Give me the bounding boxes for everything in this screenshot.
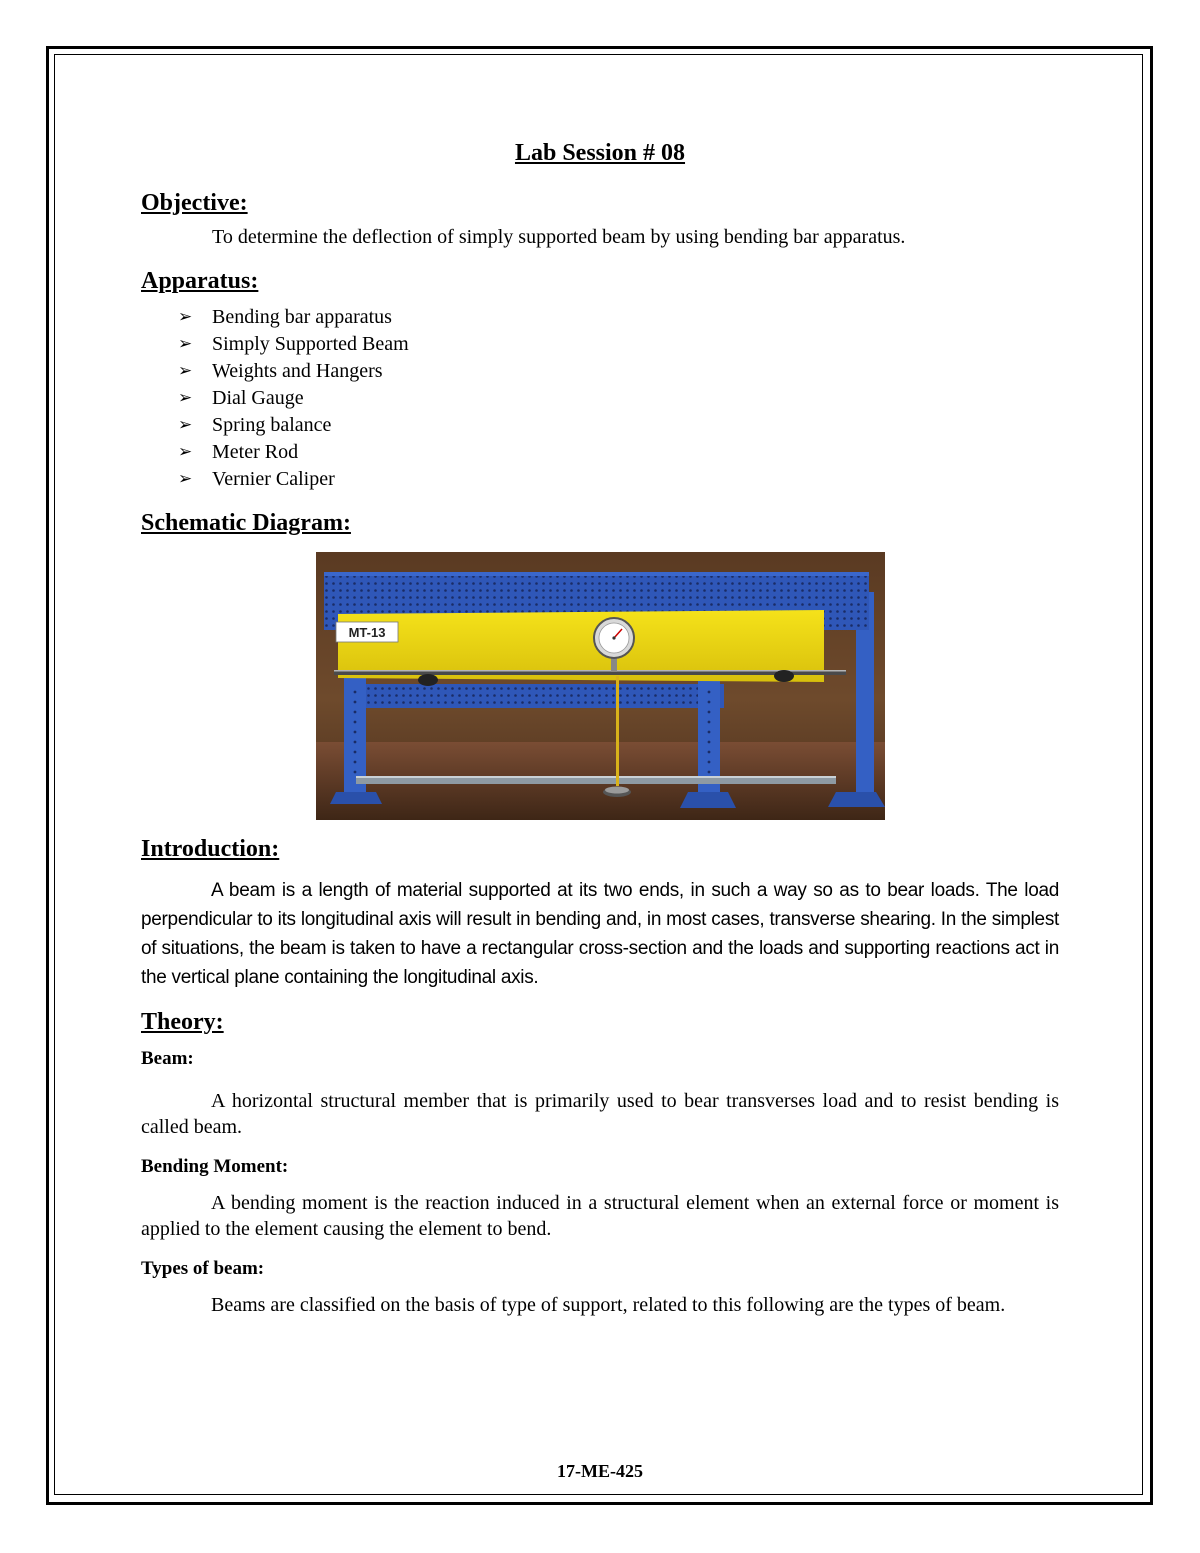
apparatus-heading: Apparatus:	[141, 268, 259, 294]
list-item	[178, 385, 409, 412]
list-item	[178, 304, 409, 331]
beam-subheading: Beam:	[141, 1048, 194, 1069]
list-item-label: Spring balance	[212, 414, 332, 436]
introduction-heading: Introduction:	[141, 836, 280, 862]
objective-text: To determine the deflection of simply supported beam by using bending bar apparatus.	[212, 226, 906, 248]
list-item-label: Weights and Hangers	[212, 360, 383, 382]
schematic-heading: Schematic Diagram:	[141, 510, 351, 536]
list-item-label: Bending bar apparatus	[212, 306, 392, 328]
arrow-bullet-icon: ➢	[178, 469, 193, 489]
photo-label: MT-13	[348, 625, 386, 640]
arrow-bullet-icon: ➢	[178, 442, 193, 462]
list-item	[178, 358, 409, 385]
arrow-bullet-icon: ➢	[178, 307, 193, 327]
page-title: Lab Session # 08	[514, 140, 686, 166]
bending-moment-text: A bending moment is the reaction induced in a structural element when an external force or moment is applied to the element causing the element to bend.	[141, 1192, 1059, 1240]
arrow-bullet-icon: ➢	[178, 361, 193, 381]
list-item-label: Dial Gauge	[212, 387, 304, 409]
introduction-paragraph	[141, 876, 1059, 992]
list-item	[178, 412, 409, 439]
apparatus-list	[178, 304, 409, 493]
beam-paragraph	[141, 1088, 1059, 1140]
theory-heading: Theory:	[141, 1009, 224, 1035]
beam-text: A horizontal structural member that is primarily used to bear transverses load and to resist bending is called beam.	[141, 1090, 1059, 1138]
footer-roll-number: 17-ME-425	[557, 1461, 643, 1481]
list-item	[178, 331, 409, 358]
bending-moment-subheading: Bending Moment:	[141, 1156, 289, 1177]
list-item-label: Simply Supported Beam	[212, 333, 409, 355]
arrow-bullet-icon: ➢	[178, 415, 193, 435]
arrow-bullet-icon: ➢	[178, 388, 193, 408]
bending-moment-paragraph	[141, 1190, 1059, 1242]
objective-heading: Objective:	[141, 190, 248, 216]
introduction-text: A beam is a length of material supported at its two ends, in such a way so as to bear loads. The load perpendicular to its longitudinal axis will result in bending and, in most cases, transverse shearing. In the simplest of situations, the beam is taken to have a rectangular cross-section and the loads and supporting reactions act in the vertical plane containing the longitudinal axis.	[141, 880, 1059, 988]
types-of-beam-paragraph	[141, 1292, 1059, 1318]
list-item-label: Vernier Caliper	[212, 468, 335, 490]
list-item	[178, 439, 409, 466]
arrow-bullet-icon: ➢	[178, 334, 193, 354]
bending-bar-apparatus-photo	[316, 552, 885, 820]
types-of-beam-subheading: Types of beam:	[141, 1258, 265, 1279]
list-item	[178, 466, 409, 493]
list-item-label: Meter Rod	[212, 441, 299, 463]
types-of-beam-text: Beams are classified on the basis of type of support, related to this following are the types of beam.	[211, 1294, 1006, 1316]
